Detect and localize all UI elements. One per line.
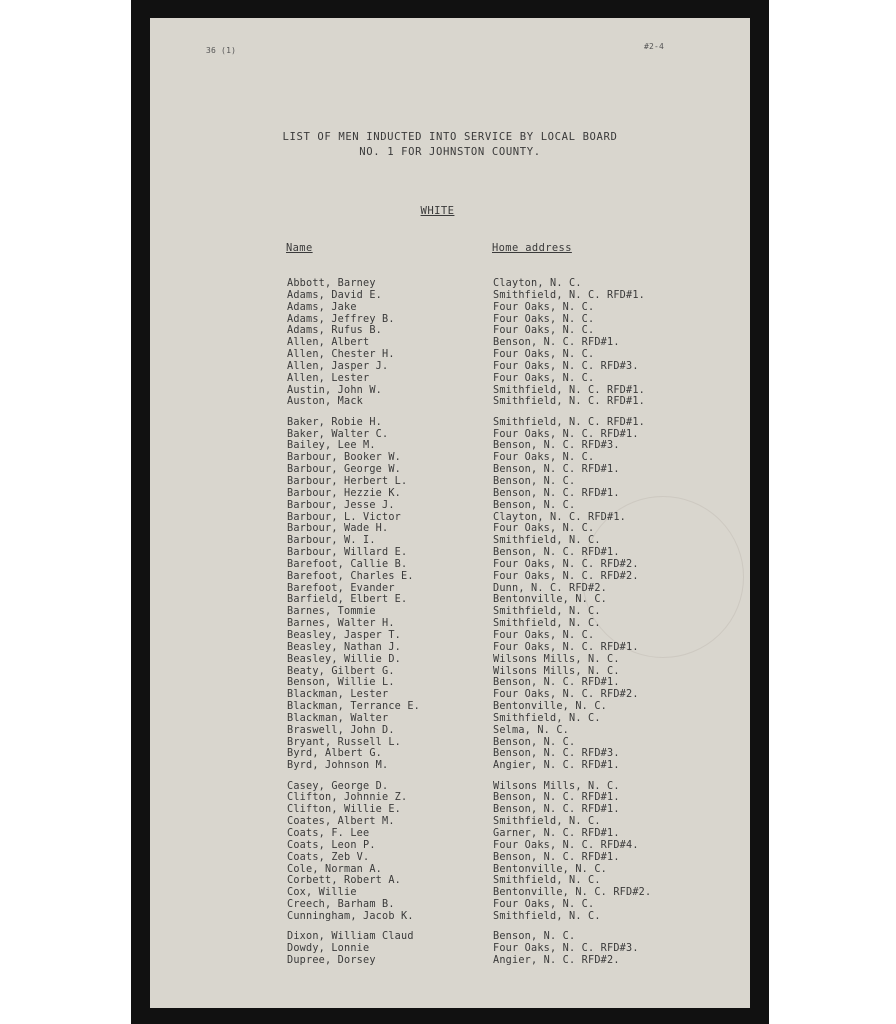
home-address: Clayton, N. C. (493, 278, 582, 289)
table-row (150, 899, 750, 911)
inductee-name: Clifton, Willie E. (287, 804, 402, 816)
inductee-name: Blackman, Walter (287, 712, 389, 724)
inductee-name: Bryant, Russell L. (287, 736, 402, 748)
table-row (150, 852, 750, 864)
inductee-name: Beasley, Nathan J. (287, 641, 402, 653)
home-address: Angier, N. C. RFD#2. (493, 954, 620, 966)
home-address: Smithfield, N. C. RFD#1. (493, 384, 646, 396)
inductee-name: Adams, Jeffrey B. (287, 313, 395, 325)
table-row (150, 523, 750, 535)
inductee-name: Adams, David E. (287, 289, 383, 301)
table-row (150, 689, 750, 701)
home-address: Smithfield, N. C. (493, 816, 601, 828)
inductee-name: Cox, Willie (287, 887, 357, 899)
table-row (150, 677, 750, 689)
inductee-name: Barefoot, Evander (287, 582, 395, 594)
table-row (150, 606, 750, 618)
inductee-name: Allen, Chester H. (287, 349, 395, 361)
home-address: Smithfield, N. C. (493, 712, 601, 724)
home-address: Benson, N. C. RFD#1. (493, 792, 620, 804)
table-row (150, 559, 750, 571)
name-column-header: Name (286, 242, 313, 254)
title-line-2: NO. 1 FOR JOHNSTON COUNTY. (359, 146, 541, 158)
home-address: Benson, N. C. RFD#3. (493, 748, 620, 760)
inductee-name: Creech, Barham B. (287, 899, 395, 911)
home-address: Benson, N. C. (493, 931, 576, 943)
table-row (150, 642, 750, 654)
table-row (150, 630, 750, 642)
inductee-name: Adams, Jake (287, 301, 357, 313)
home-address: Bentonville, N. C. (493, 863, 608, 875)
table-row (150, 618, 750, 630)
surname-group (150, 781, 750, 923)
section-heading: WHITE (420, 205, 455, 217)
table-row (150, 290, 750, 302)
table-row (150, 373, 750, 385)
corner-mark-right: #2-4 (644, 42, 665, 51)
home-address: Four Oaks, N. C. (493, 372, 595, 384)
home-address: Dunn, N. C. RFD#2. (493, 582, 608, 594)
surname-group (150, 417, 750, 772)
home-address: Four Oaks, N. C. RFD#4. (493, 839, 639, 851)
table-row (150, 476, 750, 488)
table-row (150, 512, 750, 524)
inductee-name: Braswell, John D. (287, 724, 395, 736)
inductee-name: Baker, Walter C. (287, 428, 389, 440)
inductee-name: Baker, Robie H. (287, 416, 383, 428)
inductee-name: Beasley, Jasper T. (287, 629, 402, 641)
home-address: Smithfield, N. C. (493, 618, 601, 630)
table-row (150, 911, 750, 923)
table-row (150, 488, 750, 500)
home-address: Four Oaks, N. C. RFD#2. (493, 558, 639, 570)
inductee-name: Coats, Zeb V. (287, 851, 370, 863)
home-address: Wilsons Mills, N. C. (493, 665, 620, 677)
table-row (150, 828, 750, 840)
table-row (150, 840, 750, 852)
home-address: Four Oaks, N. C. RFD#1. (493, 428, 639, 440)
table-row (150, 864, 750, 876)
home-address: Four Oaks, N. C. (493, 452, 595, 464)
home-address: Bentonville, N. C. (493, 594, 608, 606)
table-row (150, 571, 750, 583)
home-address: Benson, N. C. RFD#1. (493, 677, 620, 689)
table-row (150, 816, 750, 828)
inductee-name: Allen, Jasper J. (287, 360, 389, 372)
table-row (150, 361, 750, 373)
inductee-name: Barbour, Hezzie K. (287, 487, 402, 499)
surname-group (150, 278, 750, 408)
inductee-name: Abbott, Barney (287, 278, 376, 289)
table-row (150, 931, 750, 943)
inductee-name: Barnes, Tommie (287, 606, 376, 618)
home-address: Benson, N. C. RFD#1. (493, 851, 620, 863)
home-address: Angier, N. C. RFD#1. (493, 760, 620, 772)
home-address: Smithfield, N. C. (493, 535, 601, 547)
home-address: Four Oaks, N. C. (493, 325, 595, 337)
table-row (150, 781, 750, 793)
table-row (150, 429, 750, 441)
home-address: Four Oaks, N. C. RFD#2. (493, 689, 639, 701)
home-address: Benson, N. C. (493, 476, 576, 487)
home-address: Benson, N. C. RFD#3. (493, 440, 620, 452)
inductee-name: Adams, Rufus B. (287, 325, 383, 337)
home-address: Smithfield, N. C. (493, 910, 601, 922)
table-row (150, 955, 750, 967)
table-row (150, 452, 750, 464)
inductee-name: Auston, Mack (287, 396, 364, 408)
table-row (150, 666, 750, 678)
inductee-name: Bailey, Lee M. (287, 440, 376, 452)
table-row (150, 547, 750, 559)
inductee-name: Barbour, Booker W. (287, 452, 402, 464)
inductee-name: Dixon, William Claud (287, 931, 414, 943)
inductee-name: Barefoot, Callie B. (287, 558, 408, 570)
table-row (150, 943, 750, 955)
home-address: Wilsons Mills, N. C. (493, 653, 620, 665)
table-row (150, 804, 750, 816)
home-address: Garner, N. C. RFD#1. (493, 827, 620, 839)
table-row (150, 440, 750, 452)
home-address: Benson, N. C. RFD#1. (493, 804, 620, 816)
corner-mark-left: 36 (1) (206, 46, 237, 55)
table-row (150, 875, 750, 887)
inductee-name: Coats, Leon P. (287, 839, 376, 851)
table-row (150, 725, 750, 737)
home-address: Four Oaks, N. C. RFD#2. (493, 570, 639, 582)
document-page (150, 18, 750, 1008)
home-address: Four Oaks, N. C. (493, 301, 595, 313)
table-row (150, 337, 750, 349)
home-address: Smithfield, N. C. RFD#1. (493, 396, 646, 408)
home-address: Four Oaks, N. C. RFD#3. (493, 943, 639, 955)
home-address: Benson, N. C. RFD#1. (493, 547, 620, 559)
inductee-name: Barbour, Jesse J. (287, 499, 395, 511)
table-row (150, 302, 750, 314)
inductee-name: Benson, Willie L. (287, 677, 395, 689)
inductee-list (150, 278, 750, 975)
home-address: Benson, N. C. RFD#1. (493, 464, 620, 476)
inductee-name: Allen, Albert (287, 337, 370, 349)
table-row (150, 737, 750, 749)
table-row (150, 349, 750, 361)
home-address: Four Oaks, N. C. (493, 313, 595, 325)
home-address: Bentonville, N. C. (493, 701, 608, 713)
inductee-name: Byrd, Albert G. (287, 748, 383, 760)
home-address: Smithfield, N. C. RFD#1. (493, 416, 646, 428)
inductee-name: Barbour, Willard E. (287, 547, 408, 559)
table-row (150, 464, 750, 476)
inductee-name: Barbour, W. I. (287, 535, 376, 547)
inductee-name: Beaty, Gilbert G. (287, 665, 395, 677)
inductee-name: Corbett, Robert A. (287, 875, 402, 887)
surname-group (150, 931, 750, 967)
home-address: Four Oaks, N. C. (493, 523, 595, 535)
home-address: Benson, N. C. (493, 499, 576, 511)
table-row (150, 748, 750, 760)
inductee-name: Austin, John W. (287, 384, 383, 396)
table-row (150, 887, 750, 899)
home-address: Four Oaks, N. C. (493, 629, 595, 641)
inductee-name: Cole, Norman A. (287, 863, 383, 875)
inductee-name: Dowdy, Lonnie (287, 943, 370, 955)
home-address: Benson, N. C. RFD#1. (493, 487, 620, 499)
table-row (150, 396, 750, 408)
inductee-name: Allen, Lester (287, 372, 370, 384)
inductee-name: Dupree, Dorsey (287, 954, 376, 966)
home-address: Four Oaks, N. C. (493, 899, 595, 911)
home-address: Benson, N. C. (493, 736, 576, 748)
table-row (150, 760, 750, 772)
inductee-name: Clifton, Johnnie Z. (287, 792, 408, 804)
table-row (150, 594, 750, 606)
inductee-name: Coates, Albert M. (287, 816, 395, 828)
home-address: Smithfield, N. C. (493, 875, 601, 887)
table-row (150, 417, 750, 429)
home-address: Benson, N. C. RFD#1. (493, 337, 620, 349)
table-row (150, 385, 750, 397)
home-address: Four Oaks, N. C. (493, 349, 595, 361)
table-row (150, 654, 750, 666)
home-address: Four Oaks, N. C. RFD#3. (493, 360, 639, 372)
home-address: Smithfield, N. C. (493, 606, 601, 618)
inductee-name: Barnes, Walter H. (287, 618, 395, 630)
table-row (150, 278, 750, 290)
inductee-name: Blackman, Terrance E. (287, 701, 421, 713)
table-row (150, 535, 750, 547)
inductee-name: Barefoot, Charles E. (287, 570, 414, 582)
table-row (150, 713, 750, 725)
inductee-name: Barbour, Wade H. (287, 523, 389, 535)
inductee-name: Cunningham, Jacob K. (287, 910, 414, 922)
table-row (150, 583, 750, 595)
table-row (150, 792, 750, 804)
home-address: Selma, N. C. (493, 724, 570, 736)
table-row (150, 314, 750, 326)
home-address: Smithfield, N. C. RFD#1. (493, 289, 646, 301)
inductee-name: Barbour, Herbert L. (287, 476, 408, 487)
inductee-name: Barbour, L. Victor (287, 511, 402, 523)
inductee-name: Barfield, Elbert E. (287, 594, 408, 606)
title-line-1: LIST OF MEN INDUCTED INTO SERVICE BY LOCAL BOARD (282, 131, 618, 143)
table-row (150, 500, 750, 512)
inductee-name: Barbour, George W. (287, 464, 402, 476)
home-address: Four Oaks, N. C. RFD#1. (493, 641, 639, 653)
home-address: Clayton, N. C. RFD#1. (493, 511, 627, 523)
inductee-name: Blackman, Lester (287, 689, 389, 701)
table-row (150, 325, 750, 337)
table-row (150, 701, 750, 713)
address-column-header: Home address (492, 242, 572, 254)
inductee-name: Coats, F. Lee (287, 827, 370, 839)
home-address: Wilsons Mills, N. C. (493, 780, 620, 792)
inductee-name: Casey, George D. (287, 780, 389, 792)
inductee-name: Byrd, Johnson M. (287, 760, 389, 772)
inductee-name: Beasley, Willie D. (287, 653, 402, 665)
home-address: Bentonville, N. C. RFD#2. (493, 887, 652, 899)
